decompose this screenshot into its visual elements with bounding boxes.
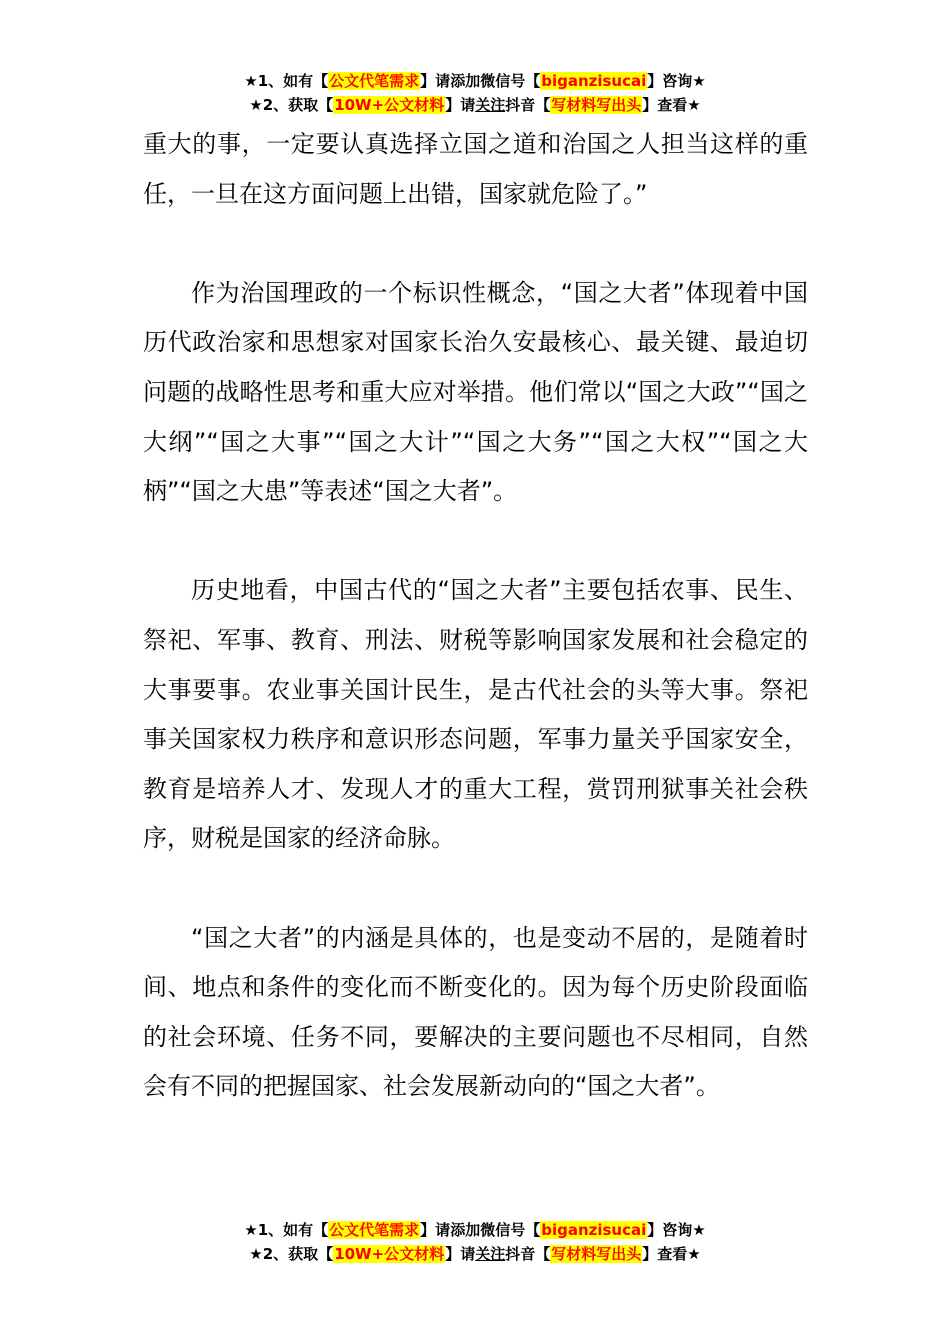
header-banner [0, 69, 950, 117]
banner-text: ★2、获取【 [249, 1245, 334, 1263]
footer-banner [0, 1218, 950, 1266]
banner-text: 】咨询★ [647, 72, 706, 90]
highlight-wechat-id: biganzisucai [541, 1221, 647, 1239]
banner-text: 】请 [445, 1245, 476, 1263]
banner-text: 微信号【 [480, 72, 541, 90]
highlight-materials: 10W+公文材料 [334, 96, 445, 114]
banner-text: 】请 [420, 72, 451, 90]
banner-text: 关注 [475, 96, 506, 114]
paragraph-1: 重大的事，一定要认真选择立国之道和治国之人担当这样的重任，一旦在这方面问题上出错，国家就危险了。” [143, 130, 808, 208]
banner-line-2 [0, 1242, 950, 1266]
banner-text: 】查看★ [642, 1245, 701, 1263]
banner-text: 】请 [445, 96, 476, 114]
highlight-douyin-id: 写材料写出头 [551, 1245, 642, 1263]
banner-text: ★1、如有【 [244, 1221, 329, 1239]
banner-text: 抖音【 [505, 1245, 551, 1263]
banner-text: 微信号【 [480, 1221, 541, 1239]
banner-text: 】请 [420, 1221, 451, 1239]
banner-text: 添加 [450, 72, 481, 90]
highlight-service: 公文代笔需求 [329, 72, 420, 90]
document-body [143, 120, 808, 1112]
banner-text: 抖音【 [505, 96, 551, 114]
banner-text: 添加 [450, 1221, 481, 1239]
banner-text: 关注 [475, 1245, 506, 1263]
banner-text: ★2、获取【 [249, 96, 334, 114]
paragraph-4: “国之大者”的内涵是具体的，也是变动不居的，是随着时间、地点和条件的变化而不断变化的。因为每个历史阶段面临的社会环境、任务不同，要解决的主要问题也不尽相同，自然会有不同的把握国家、社会发展新动向的“国之大者”。 [143, 923, 808, 1101]
banner-line-1 [0, 1218, 950, 1242]
paragraph-3: 历史地看，中国古代的“国之大者”主要包括农事、民生、祭祀、军事、教育、刑法、财税等影响国家发展和社会稳定的大事要事。农业事关国计民生，是古代社会的头等大事。祭祀事关国家权力秩序和意识形态问题，军事力量关乎国家安全，教育是培养人才、发现人才的重大工程，赏罚刑狱事关社会秩序，财税是国家的经济命脉。 [143, 576, 808, 853]
banner-text: ★1、如有【 [244, 72, 329, 90]
banner-text: 】查看★ [642, 96, 701, 114]
banner-line-1 [0, 69, 950, 93]
banner-text: 】咨询★ [647, 1221, 706, 1239]
highlight-wechat-id: biganzisucai [541, 72, 647, 90]
highlight-materials: 10W+公文材料 [334, 1245, 445, 1263]
paragraph-2: 作为治国理政的一个标识性概念，“国之大者”体现着中国历代政治家和思想家对国家长治久安最核心、最关键、最迫切问题的战略性思考和重大应对举措。他们常以“国之大政”“国之大纲”“国之大事”“国之大计”“国之大务”“国之大权”“国之大柄”“国之大患”等表述“国之大者”。 [143, 278, 808, 506]
highlight-service: 公文代笔需求 [329, 1221, 420, 1239]
banner-line-2 [0, 93, 950, 117]
highlight-douyin-id: 写材料写出头 [551, 96, 642, 114]
